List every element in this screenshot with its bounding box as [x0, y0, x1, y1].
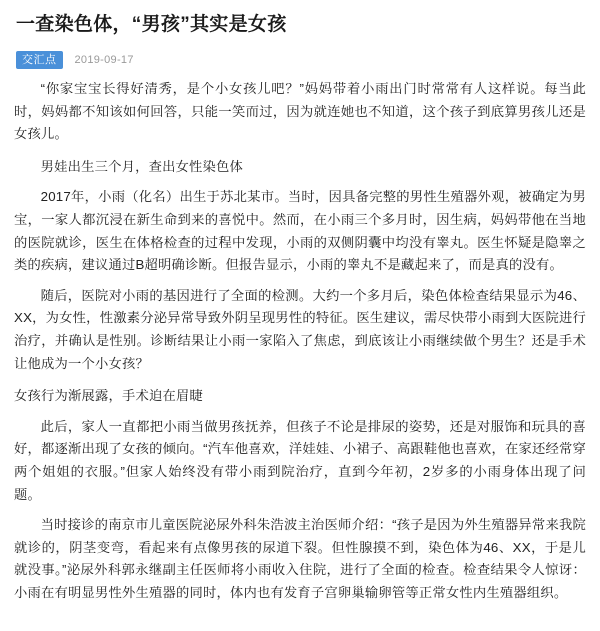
- article-paragraph: 当时接诊的南京市儿童医院泌尿外科朱浩波主治医师介绍：“孩子是因为外生殖器异常来我院就诊的，阴茎变弯，看起来有点像男孩的尿道下裂。但性腺摸不到，染色体为46、XX，于是儿就没事。”泌尿外科郭永继副主任医师将小雨收入住院，进行了全面的检查。检查结果令人惊讶：小雨在有明显男性外生殖器的同时，体内也有发育子宫卵巢输卵管等正常女性内生殖器组织。: [14, 517, 586, 600]
- article-paragraph: 2017年，小雨（化名）出生于苏北某市。当时，因具备完整的男性生殖器外观，被确定为男宝，一家人都沉浸在新生命到来的喜悦中。然而，在小雨三个多月时，因生病，妈妈带他在当地的医院就诊，医生在体格检查的过程中发现，小雨的双侧阴囊中均没有睾丸。医生怀疑是隐睾之类的疾病，建议通过B超明确诊断。但报告显示，小雨的睾丸不是藏起来了，而是真的没有。: [14, 189, 586, 273]
- article-paragraph: 此后，家人一直都把小雨当做男孩抚养，但孩子不论是排尿的姿势，还是对服饰和玩具的喜好，都逐渐出现了女孩的倾向。“汽车他喜欢，洋娃娃、小裙子、高跟鞋他也喜欢，在家还经常穿两个姐姐的衣服。”但家人始终没有带小雨到院治疗，直到今年初，2岁多的小雨身体出现了问题。: [14, 418, 586, 502]
- article-meta: [14, 51, 586, 69]
- article-subheading: 男娃出生三个月，查出女性染色体: [40, 158, 244, 174]
- article-paragraph: “你家宝宝长得好清秀，是个小女孩儿吧？”妈妈带着小雨出门时常常有人这样说。每当此时，妈妈都不知该如何回答，只能一笑而过，因为就连她也不知道，这个孩子到底算男孩儿还是女孩儿。: [14, 81, 586, 142]
- source-badge[interactable]: 交汇点: [16, 51, 63, 69]
- article-subheading: 女孩行为渐展露，手术迫在眉睫: [14, 388, 203, 404]
- article-page: [0, 12, 600, 631]
- article-paragraph: 随后，医院对小雨的基因进行了全面的检测。大约一个多月后，染色体检查结果显示为46、XX，为女性，性激素分泌异常导致外阴呈现男性的特征。医生建议，需尽快带小雨到大医院进行治疗，并确认是性别。诊断结果让小雨一家陷入了焦虑，到底该让小雨继续做个男生？还是手术让他成为一个小女孩？: [14, 287, 586, 371]
- publish-date: 2019-09-17: [74, 54, 134, 66]
- article-body: [14, 78, 586, 604]
- page-title: 一查染色体，“男孩”其实是女孩: [16, 14, 287, 35]
